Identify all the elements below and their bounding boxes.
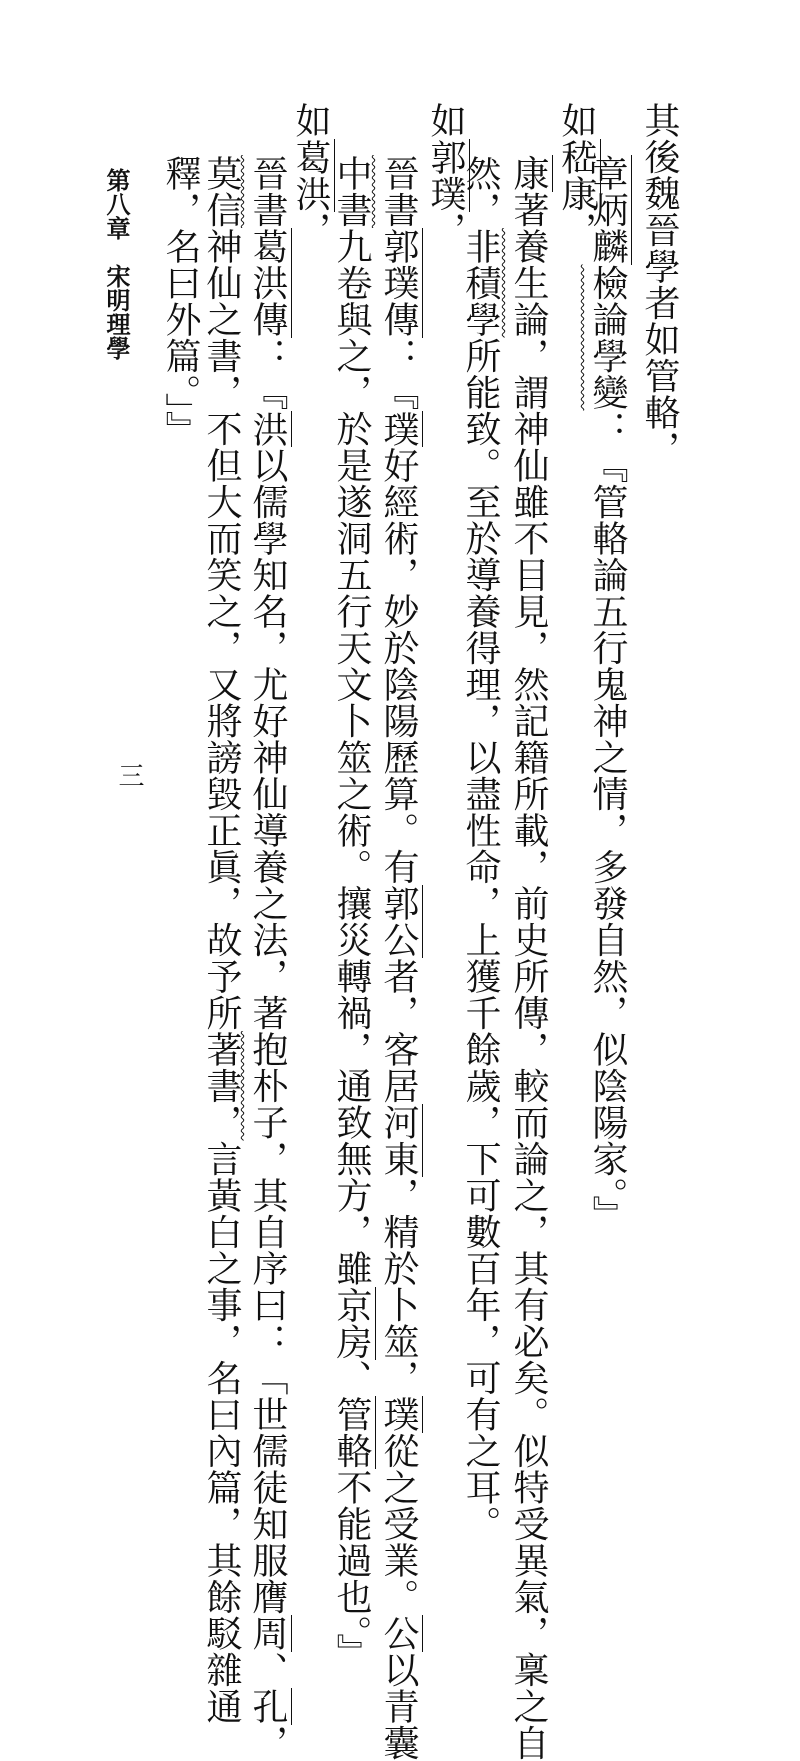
- text-segment: 如: [556, 102, 597, 139]
- proper-noun: 郭璞傳: [378, 228, 423, 338]
- text-segment: 著: [508, 192, 549, 229]
- text-segment: ，: [290, 212, 331, 249]
- text-segment: 其後魏晉學者如管輅，: [639, 102, 680, 467]
- text-segment: 從之受業。: [378, 1433, 419, 1616]
- text-segment: 然，非積學所能致。至於導養得理，以盡性命，上獲千餘歲，下可數百年，可有之耳。: [460, 155, 501, 1542]
- proper-noun: 嵇康: [556, 139, 601, 212]
- proper-noun: 周: [247, 1615, 292, 1652]
- proper-noun: 洪: [247, 411, 292, 448]
- text-column: [427, 102, 463, 248]
- text-segment: ：『管輅論五行鬼神之情，多發自然，似陰陽家。』: [587, 411, 628, 1233]
- page-number: 三: [116, 762, 142, 788]
- book-title: 晉書: [247, 155, 288, 228]
- text-segment: 不能過也。』: [331, 1469, 372, 1670]
- text-segment: ，: [556, 212, 597, 249]
- text-column: [249, 155, 285, 1761]
- book-title: 抱朴子: [247, 1031, 288, 1141]
- book-title: 晉書: [378, 155, 419, 228]
- text-segment: 以青囊: [378, 1652, 419, 1761]
- text-segment: 、: [331, 1360, 372, 1397]
- proper-noun: 孔: [247, 1688, 292, 1725]
- proper-noun: 河東: [378, 1104, 423, 1177]
- text-column: [292, 102, 328, 248]
- chapter-footer: 第八章 宋明理學: [104, 168, 128, 360]
- text-column: [162, 155, 198, 448]
- proper-noun: 郭璞: [425, 139, 470, 212]
- text-segment: ，其自序曰：「世儒徒知服膺: [247, 1141, 288, 1616]
- text-column: [333, 155, 369, 1670]
- proper-noun: 章炳麟: [587, 155, 632, 265]
- text-column: [380, 155, 416, 1761]
- text-segment: ，精於卜筮，: [378, 1177, 419, 1396]
- text-segment: ，: [425, 212, 466, 249]
- proper-noun: 郭公: [378, 885, 423, 958]
- proper-noun: 公: [378, 1615, 423, 1652]
- text-segment: ，謂神仙雖不目見，然記籍所載，前史所傳，較而論之，其有必矣。似特受異氣，稟之自: [508, 338, 549, 1761]
- book-title: 養生論: [508, 228, 549, 338]
- proper-noun: 璞: [378, 411, 423, 448]
- text-segment: 如: [425, 102, 466, 139]
- text-column: [510, 155, 546, 1761]
- text-column: [558, 102, 594, 248]
- text-column: [641, 102, 677, 467]
- text-segment: 、: [247, 1652, 288, 1689]
- text-segment: ：『: [378, 338, 419, 411]
- text-segment: 如: [290, 102, 331, 139]
- text-segment: ：『: [247, 338, 288, 411]
- proper-noun: 葛洪傳: [247, 228, 292, 338]
- text-segment: 莫信神仙之書，不但大而笑之，又將謗毀正眞，故予所著書，言黃白之事，名曰內篇，其餘駁雜通: [201, 155, 242, 1725]
- text-column: [203, 155, 239, 1725]
- text-column: [462, 155, 498, 1542]
- proper-noun: 京房: [331, 1287, 376, 1360]
- proper-noun: 管輅: [331, 1396, 376, 1469]
- text-column: [589, 155, 625, 1232]
- book-title: 檢論學變: [587, 265, 628, 411]
- text-segment: 釋，名曰外篇。」』: [160, 155, 201, 448]
- proper-noun: 璞: [378, 1396, 423, 1433]
- text-segment: 以儒學知名，尤好神仙導養之法，著: [247, 447, 288, 1031]
- text-segment: 者，客居: [378, 958, 419, 1104]
- text-segment: 中書九卷與之，於是遂洞五行天文卜筮之術。攘災轉禍，通致無方，雖: [331, 155, 372, 1287]
- text-segment: ，: [247, 1725, 288, 1761]
- proper-noun: 康: [508, 155, 553, 192]
- proper-noun: 葛洪: [290, 139, 335, 212]
- text-segment: 好經術，妙於陰陽歷算。有: [378, 447, 419, 885]
